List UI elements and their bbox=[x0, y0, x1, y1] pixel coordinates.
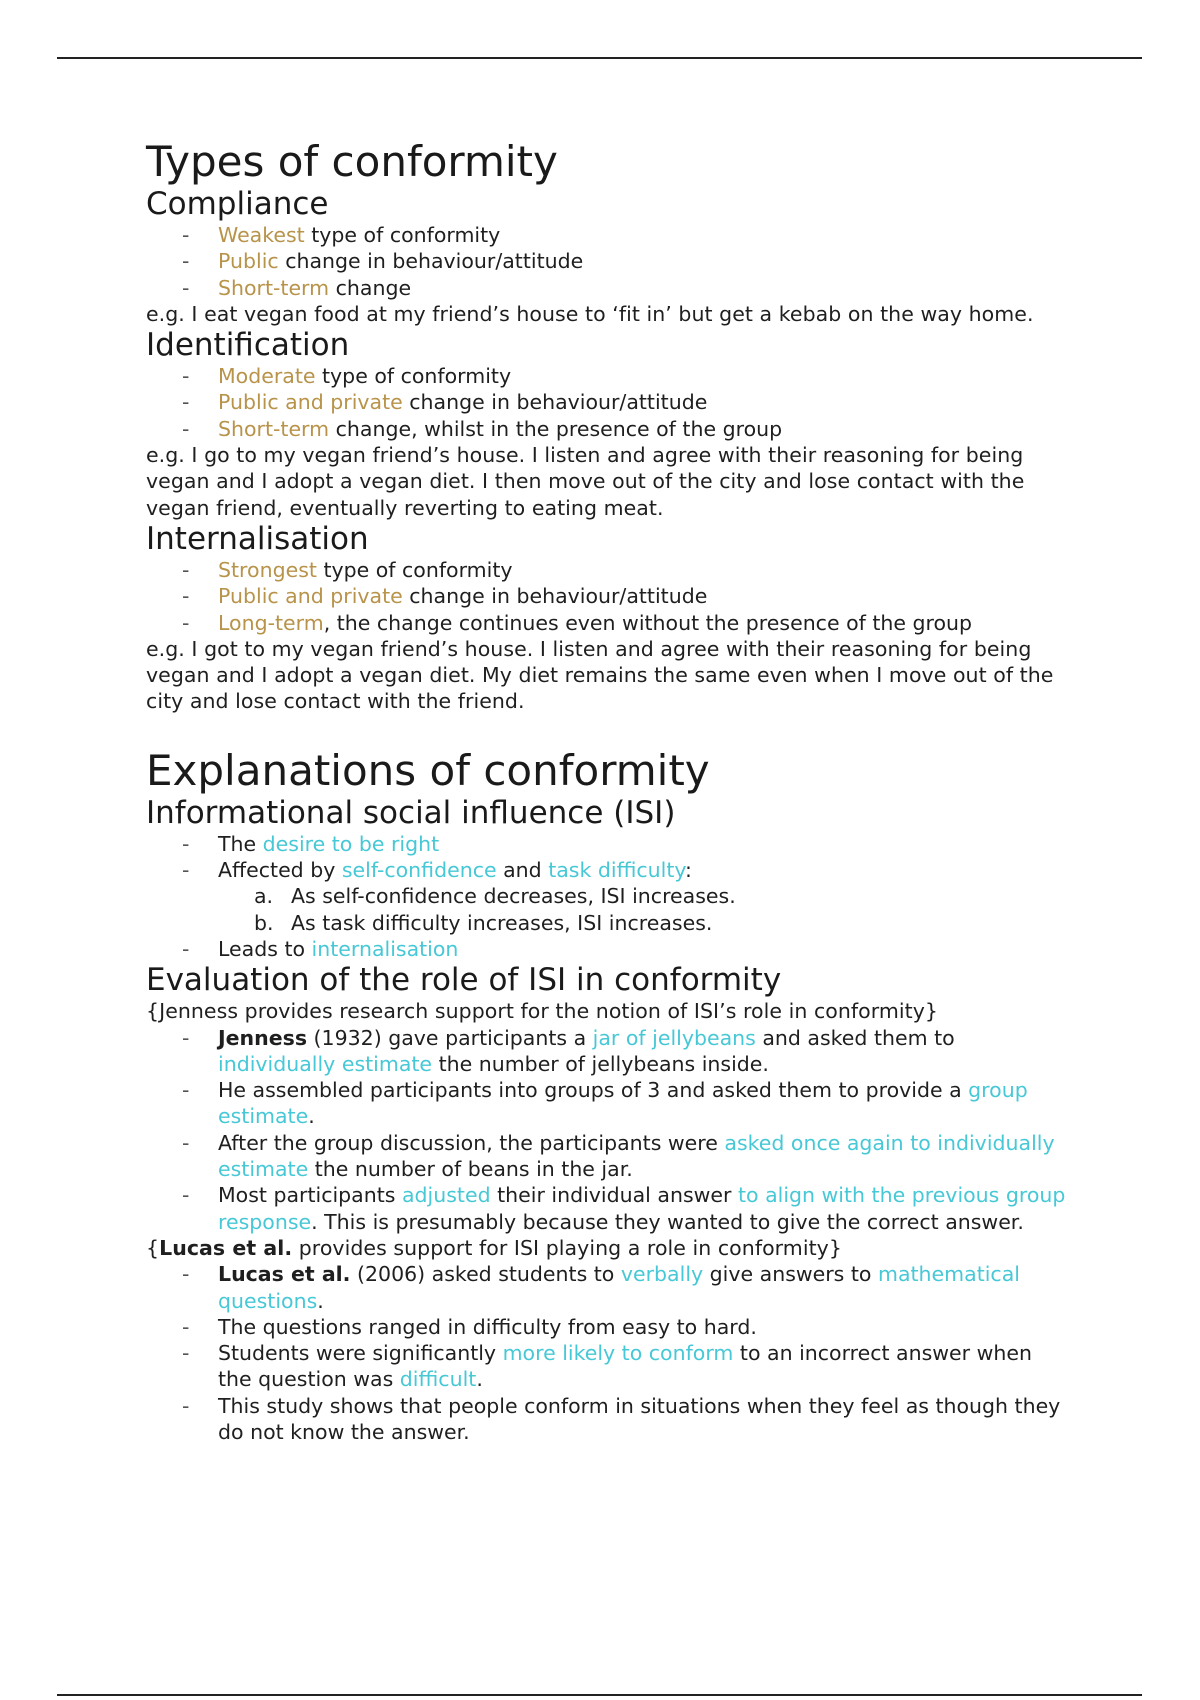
bottom-rule bbox=[57, 1694, 1142, 1696]
list-item: - This study shows that people conform in situations when they feel as though they do not know the answer. bbox=[146, 1393, 1066, 1446]
list-item: - Lucas et al. (2006) asked students to verbally give answers to mathematical questions. bbox=[146, 1261, 1066, 1314]
heading-identification: Identification bbox=[146, 327, 350, 364]
internalisation-list bbox=[146, 557, 1066, 636]
list-item: - Strongest type of conformity bbox=[146, 557, 1066, 583]
list-item: - Leads to internalisation bbox=[146, 936, 1066, 962]
isi-list-cont bbox=[146, 936, 1066, 962]
section-spacer bbox=[146, 715, 1066, 747]
sub-list-item: b. As task difficulty increases, ISI increases. bbox=[254, 910, 713, 935]
list-item: - Affected by self-confidence and task difficulty: bbox=[146, 857, 1066, 883]
list-item: - Public and private change in behaviour/attitude bbox=[146, 583, 1066, 609]
document-body bbox=[146, 138, 1066, 1445]
list-item: - Most participants adjusted their individual answer to align with the previous group response. This is presumably because they wanted to give the correct answer. bbox=[146, 1182, 1066, 1235]
identification-list bbox=[146, 363, 1066, 442]
section-title-types: Types of conformity bbox=[146, 137, 558, 186]
list-item: - Long-term, the change continues even without the presence of the group bbox=[146, 610, 1066, 636]
identification-example: e.g. I go to my vegan friend’s house. I listen and agree with their reasoning for being vegan and I adopt a vegan diet. I then move out of the city and lose contact with the vegan friend, eventually reverting to eating meat. bbox=[146, 443, 1025, 520]
heading-internalisation: Internalisation bbox=[146, 520, 369, 557]
isi-sublist bbox=[146, 883, 1066, 936]
isi-list bbox=[146, 831, 1066, 884]
lucas-list bbox=[146, 1261, 1066, 1445]
list-item: - Jenness (1932) gave participants a jar of jellybeans and asked them to individually estimate the number of jellybeans inside. bbox=[146, 1025, 1066, 1078]
list-item: - Weakest type of conformity bbox=[146, 222, 1066, 248]
list-item: - Moderate type of conformity bbox=[146, 363, 1066, 389]
heading-compliance: Compliance bbox=[146, 186, 329, 222]
heading-evaluation: Evaluation of the role of ISI in conformity bbox=[146, 962, 782, 999]
list-item: - Public change in behaviour/attitude bbox=[146, 248, 1066, 274]
internalisation-example: e.g. I got to my vegan friend’s house. I listen and agree with their reasoning for being vegan and I adopt a vegan diet. My diet remains the same even when I move out of the city and lose contact with the friend. bbox=[146, 636, 1054, 714]
jenness-list bbox=[146, 1025, 1066, 1235]
section-title-explanations: Explanations of conformity bbox=[146, 745, 710, 795]
list-item: - The questions ranged in difficulty from easy to hard. bbox=[146, 1314, 1066, 1340]
list-item: - He assembled participants into groups of 3 and asked them to provide a group estimate. bbox=[146, 1077, 1066, 1130]
jenness-intro: {Jenness provides research support for the notion of ISI’s role in conformity} bbox=[146, 999, 939, 1024]
compliance-list bbox=[146, 222, 1066, 301]
heading-isi: Informational social influence (ISI) bbox=[146, 794, 676, 831]
list-item: - Students were significantly more likely to conform to an incorrect answer when the question was difficult. bbox=[146, 1340, 1066, 1393]
compliance-example: e.g. I eat vegan food at my friend’s house to ‘fit in’ but get a kebab on the way home. bbox=[146, 301, 1034, 326]
list-item: - After the group discussion, the participants were asked once again to individually estimate the number of beans in the jar. bbox=[146, 1130, 1066, 1183]
list-item: - Short-term change bbox=[146, 275, 1066, 301]
top-rule bbox=[57, 57, 1142, 59]
list-item: - The desire to be right bbox=[146, 831, 1066, 857]
sub-list-item: a. As self-confidence decreases, ISI increases. bbox=[254, 884, 736, 909]
lucas-intro: {Lucas et al. provides support for ISI playing a role in conformity} bbox=[146, 1235, 842, 1260]
list-item: - Short-term change, whilst in the presence of the group bbox=[146, 416, 1066, 442]
list-item: - Public and private change in behaviour/attitude bbox=[146, 389, 1066, 415]
